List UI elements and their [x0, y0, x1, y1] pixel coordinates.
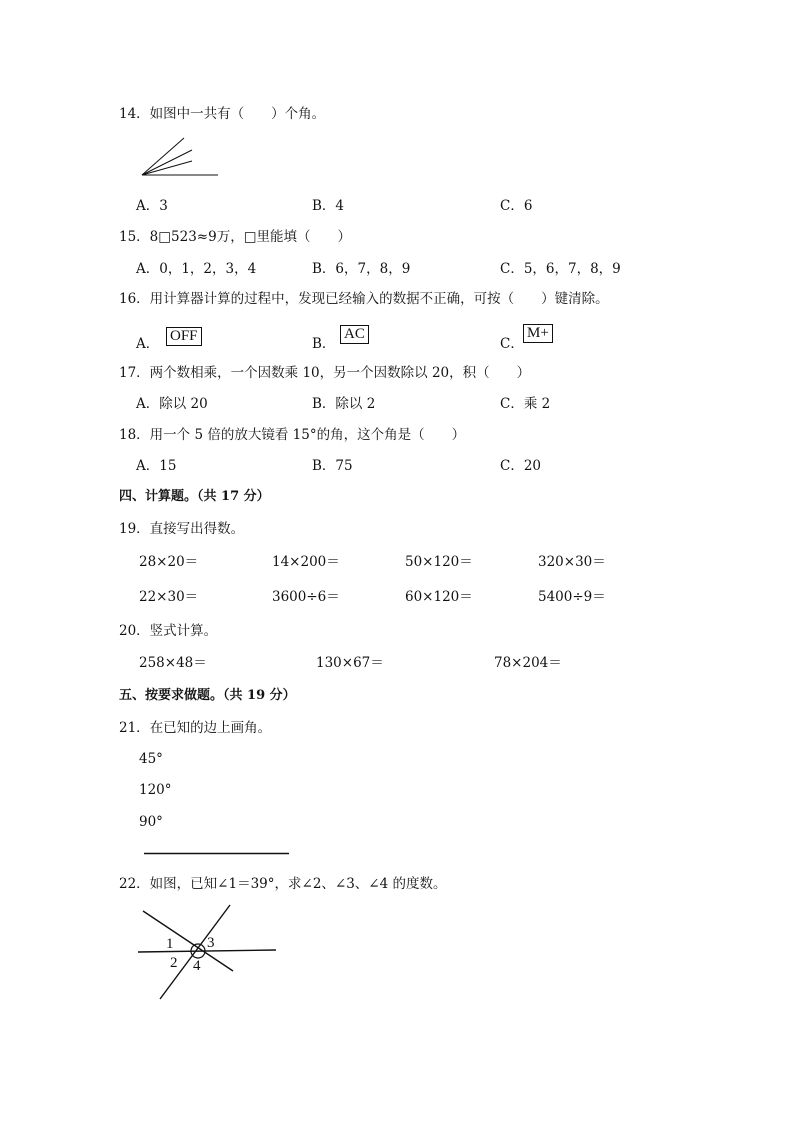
q14-option-b[interactable]: B．4	[312, 198, 345, 214]
q16-stem: 16．用计算器计算的过程中，发现已经输入的数据不正确，可按（ ）键清除。	[119, 291, 609, 307]
q16-option-a[interactable]: A．	[136, 336, 160, 352]
q14-stem: 14．如图中一共有（ ）个角。	[119, 106, 326, 122]
q22-angle-label: 2	[170, 955, 178, 971]
q21-angle-label: 45°	[139, 751, 163, 767]
q19-item: 14×200＝	[272, 554, 340, 570]
q15-stem: 15．8□523≈9万，□里能填（ ）	[119, 229, 351, 245]
q18-option-b[interactable]: B．75	[312, 458, 353, 474]
q17-option-c[interactable]: C．乘 2	[500, 396, 551, 412]
q15-option-a[interactable]: A．0，1，2，3，4	[136, 261, 257, 277]
q18-option-a[interactable]: A．15	[136, 458, 177, 474]
q16-option-c[interactable]: C．	[500, 336, 524, 352]
q18-stem: 18．用一个 5 倍的放大镜看 15°的角，这个角是（ ）	[119, 427, 466, 443]
section-5-heading: 五、按要求做题。（共 19 分）	[119, 688, 296, 703]
q14-option-a[interactable]: A．3	[136, 198, 168, 214]
q22-stem: 22．如图，已知∠1＝39°，求∠2、∠3、∠4 的度数。	[119, 876, 447, 892]
m-plus-key-icon: M+	[523, 324, 553, 343]
q19-item: 3600÷6＝	[272, 589, 340, 605]
q19-item: 5400÷9＝	[538, 589, 606, 605]
q19-item: 60×120＝	[405, 589, 473, 605]
q14-angle-figure	[140, 138, 220, 178]
section-4-heading: 四、计算题。（共 17 分）	[119, 489, 270, 504]
q22-angle-label: 3	[207, 935, 215, 951]
q22-angle-label: 1	[166, 936, 174, 952]
q15-option-b[interactable]: B．6，7，8，9	[312, 261, 411, 277]
q20-item: 130×67＝	[316, 655, 384, 671]
q19-item: 28×20＝	[139, 554, 199, 570]
q20-stem: 20．竖式计算。	[119, 623, 218, 639]
q16-option-b[interactable]: B．	[312, 336, 336, 352]
q18-option-c[interactable]: C．20	[500, 458, 542, 474]
q19-item: 50×120＝	[405, 554, 473, 570]
q21-stem: 21．在已知的边上画角。	[119, 720, 272, 736]
q17-option-b[interactable]: B．除以 2	[312, 396, 376, 412]
q19-stem: 19．直接写出得数。	[119, 521, 245, 537]
q21-angle-label: 90°	[139, 814, 163, 830]
q20-item: 258×48＝	[139, 655, 207, 671]
q21-given-side-line	[144, 852, 290, 856]
q15-option-c[interactable]: C．5，6，7，8，9	[500, 261, 621, 277]
q20-item: 78×204＝	[494, 655, 562, 671]
q22-angle-label: 4	[193, 958, 201, 974]
q22-intersecting-lines-figure	[138, 903, 278, 1001]
q19-item: 320×30＝	[538, 554, 606, 570]
q19-item: 22×30＝	[139, 589, 199, 605]
q21-angle-label: 120°	[139, 782, 172, 798]
ac-key-icon: AC	[340, 325, 369, 344]
off-key-icon: OFF	[166, 327, 202, 346]
q17-stem: 17．两个数相乘，一个因数乘 10，另一个因数除以 20，积（ ）	[119, 365, 531, 381]
q14-option-c[interactable]: C．6	[500, 198, 533, 214]
q17-option-a[interactable]: A．除以 20	[136, 396, 208, 412]
